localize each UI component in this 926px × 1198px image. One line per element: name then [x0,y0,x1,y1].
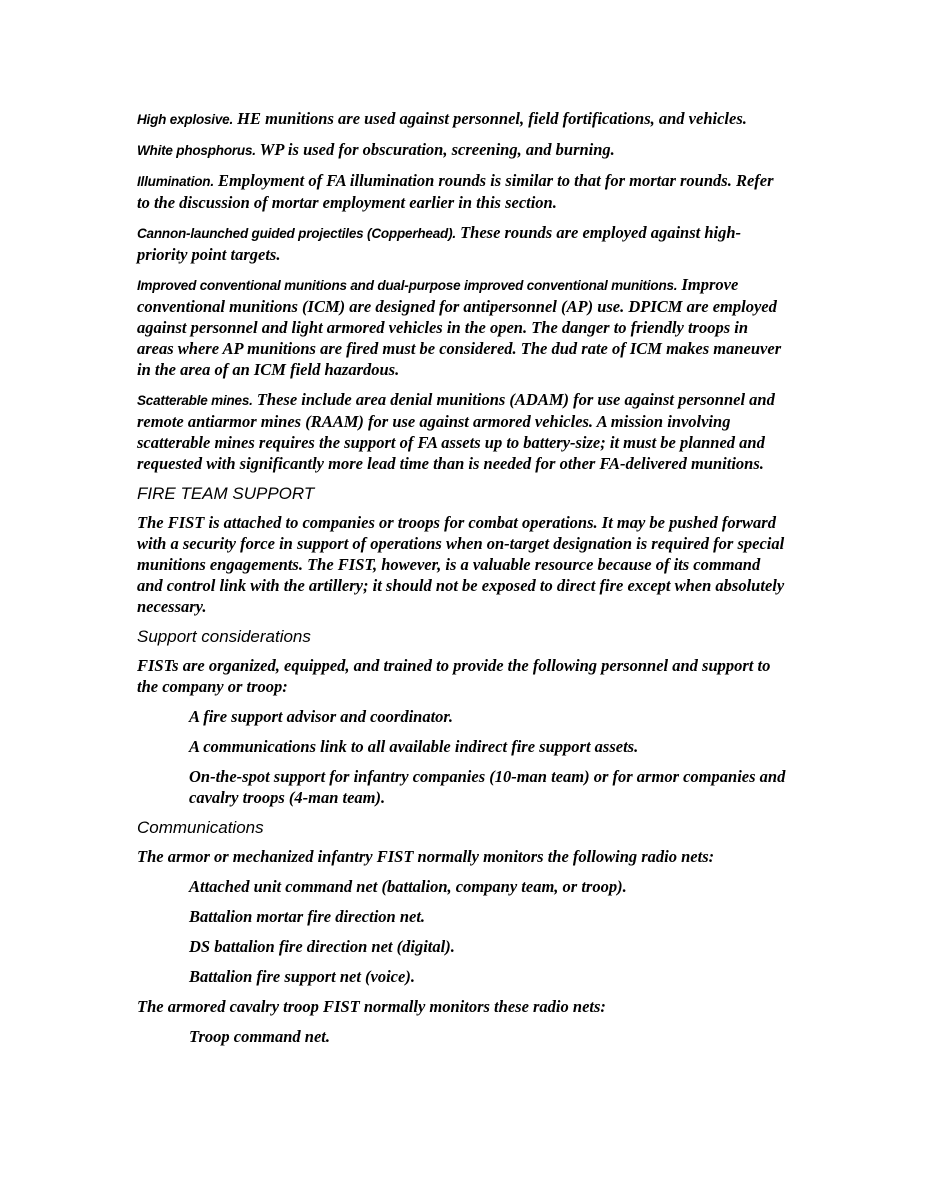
paragraph-icm [137,274,787,380]
run-in-heading: Cannon-launched guided projectiles (Copperhead). [137,226,456,241]
list-item: Battalion fire support net (voice). [189,967,415,986]
list-item: On-the-spot support for infantry companies (10-man team) or for armor companies and cavalry troops (4-man team). [189,767,786,807]
run-in-heading: Illumination. [137,174,214,189]
paragraph-high-explosive [137,108,787,130]
paragraph-text: Improve conventional munitions (ICM) are designed for antipersonnel (AP) use. DPICM are employed against personnel and light armored vehicles in the open. The danger to friendly troops in areas where AP munitions are fired must be considered. The dud rate of ICM makes maneuver in the area of an ICM field hazardous. [137,275,782,379]
paragraph-copperhead [137,222,787,265]
paragraph-fist-attached: The FIST is attached to companies or troops for combat operations. It may be pushed forward with a security force in support of operations when on-target designation is required for special munitions engagements. The FIST, however, is a valuable resource because of its command and control link with the artillery; it should not be exposed to direct fire except when absolutely necessary. [137,513,785,616]
paragraph-cavalry-intro: The armored cavalry troop FIST normally monitors these radio nets: [137,997,606,1016]
paragraph-illumination [137,170,787,213]
paragraph-support-intro: FISTs are organized, equipped, and trained to provide the following personnel and support to the company or troop: [137,656,771,696]
list-item: A communications link to all available indirect fire support assets. [189,737,639,756]
run-in-heading: Scatterable mines. [137,393,253,408]
paragraph-text: Employment of FA illumination rounds is similar to that for mortar rounds. Refer to the discussion of mortar employment earlier in this section. [137,171,774,212]
run-in-heading: Improved conventional munitions and dual-purpose improved conventional munitions. [137,278,678,293]
list-item: Troop command net. [189,1027,331,1046]
list-item: DS battalion fire direction net (digital). [189,937,455,956]
list-item: Attached unit command net (battalion, company team, or troop). [189,877,627,896]
list-item: Battalion mortar fire direction net. [189,907,426,926]
paragraph-text: WP is used for obscuration, screening, and burning. [255,140,615,159]
paragraph-scatterable-mines [137,389,787,474]
document-page [137,108,787,1056]
paragraph-communications-intro: The armor or mechanized infantry FIST normally monitors the following radio nets: [137,847,715,866]
paragraph-white-phosphorus [137,139,787,161]
run-in-heading: High explosive. [137,112,234,127]
paragraph-text: HE munitions are used against personnel, field fortifications, and vehicles. [233,109,747,128]
section-heading-communications: Communications [137,818,264,837]
paragraph-text: These rounds are employed against high-priority point targets. [137,223,742,264]
section-heading-support-considerations: Support considerations [137,627,311,646]
list-item: A fire support advisor and coordinator. [189,707,454,726]
section-heading-fire-team-support: FIRE TEAM SUPPORT [137,484,315,503]
paragraph-text: These include area denial munitions (ADAM) for use against personnel and remote antiarmor mines (RAAM) for use against armored vehicles. A mission involving scatterable mines requires the support of FA assets up to battery-size; it must be planned and requested with significantly more lead time than is needed for other FA-delivered munitions. [137,390,775,473]
run-in-heading: White phosphorus. [137,143,256,158]
